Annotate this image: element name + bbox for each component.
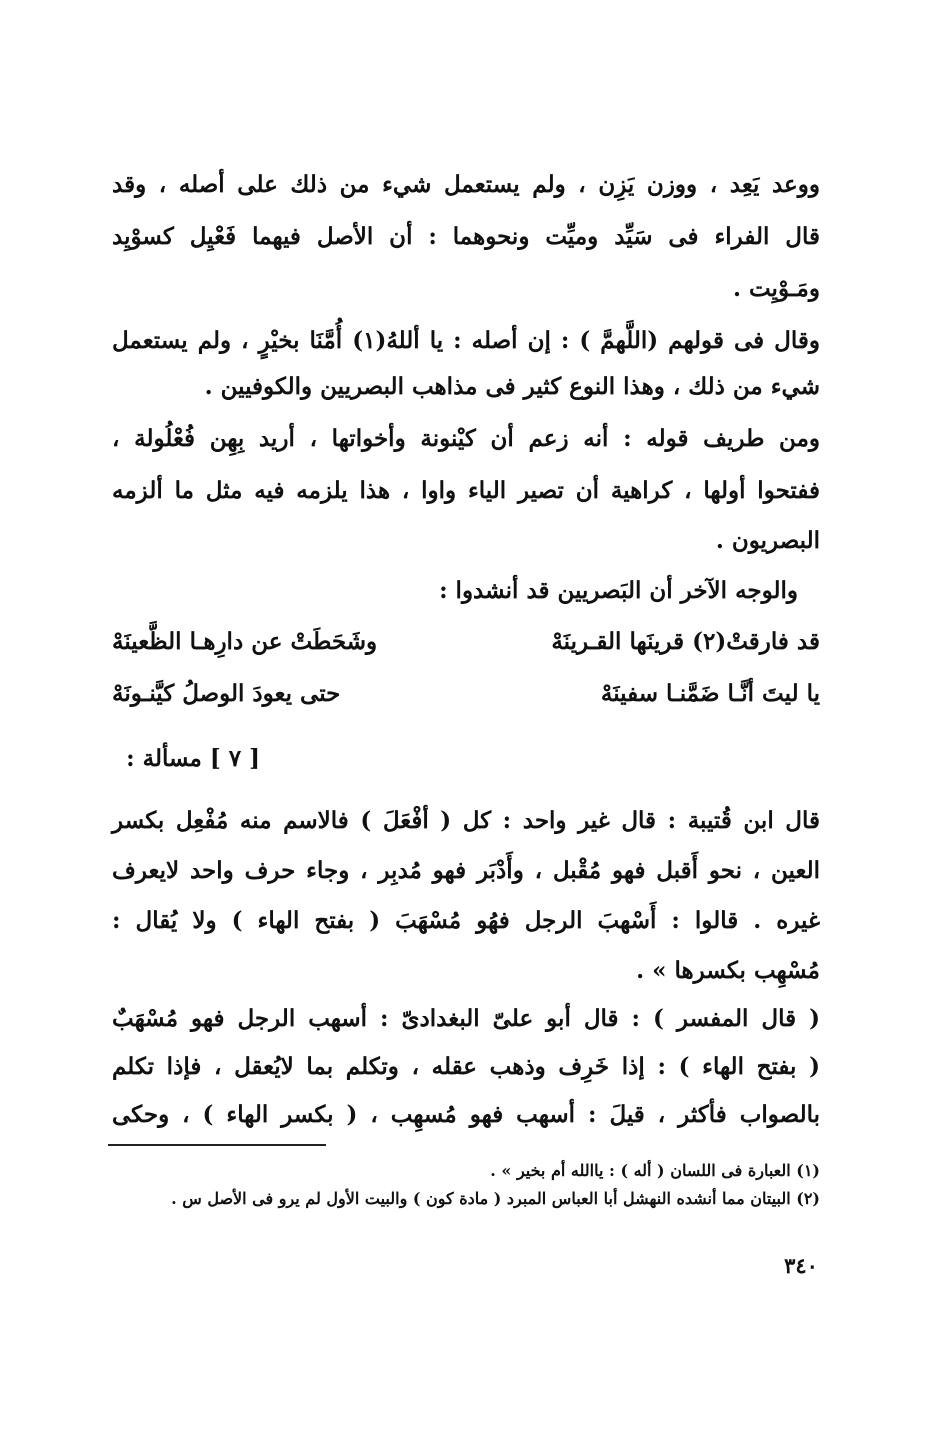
- verse-line: [112, 678, 820, 710]
- verse-hemistich: يا ليتَ أنَّـا ضَمَّنـا سفينَهْ: [600, 680, 820, 707]
- text-line: غيره . قالوا : أَسْهبَ الرجل فهُو مُسْهَبَ ( بفتح الهاء ) ولا يُقال :: [112, 907, 820, 934]
- section-heading: [ ٧ ] مسألة :: [126, 745, 260, 772]
- text-line: ومن طريف قوله : أنه زعم أن كيْنونة وأخواتها ، أريد بِهِن فُعْلُولة ،: [112, 425, 820, 452]
- footnote-separator: [108, 1144, 326, 1146]
- page-number: ٣٤٠: [784, 1253, 818, 1278]
- text-line: ووعد يَعِد ، ووزن يَزِن ، ولم يستعمل شيء من ذلك على أصله ، وقد: [112, 171, 820, 198]
- text-line: بالصواب فأكثر ، قيلَ : أسهب فهو مُسهِب ، ( بكسر الهاء ) ، وحكى: [112, 1101, 820, 1128]
- footnote: (٢) البيتان مما أنشده النهشل أبا العباس المبرد ( مادة كون ) والبيت الأول لم يرو فى الأصل س .: [171, 1189, 820, 1208]
- text-line: مُسْهِب بكسرها » .: [636, 957, 820, 984]
- text-line: البصريون .: [715, 527, 820, 554]
- text-line: ففتحوا أولها ، كراهية أن تصير الياء واوا ، هذا يلزمه فيه مثل ما ألزمه: [112, 477, 820, 504]
- text-line: شيء من ذلك ، وهذا النوع كثير فى مذاهب البصريين والكوفيين .: [204, 373, 820, 400]
- text-line: العين ، نحو أَقبل فهو مُقْبل ، وأَدْبَر فهو مُدبِر ، وجاء حرف واحد لايعرف: [112, 857, 820, 884]
- verse-hemistich: وشَحَطَتْ عن دارِهـا الظَّعينَهْ: [112, 628, 378, 655]
- text-line: ( بفتح الهاء ) : إذا خَرِف وذهب عقله ، وتكلم بما لايُعقل ، فإذا تكلم: [112, 1053, 820, 1080]
- text-line: قال الفراء فى سَيِّد وميِّت ونحوهما : أن الأصل فيهما فَعْيِل كسوْيِد: [112, 223, 820, 250]
- text-line: قال ابن قُتيبة : قال غير واحد : كل ( أفْعَلَ ) فالاسم منه مُفْعِل بكسر: [112, 807, 820, 834]
- text-line: ومَـوْيِت .: [732, 275, 820, 302]
- text-line: وقال فى قولهم (اللَّهمَّ ) : إن أصله : يا أللهُ(١) أُمَّنَا بخيْرٍ ، ولم يستعمل: [112, 327, 820, 354]
- text-line: والوجه الآخر أن البَصريين قد أنشدوا :: [439, 577, 798, 604]
- verse-hemistich: قد فارقتْ(٢) قرينَها القـرينَهْ: [551, 628, 820, 655]
- footnote: (١) العبارة فى اللسان ( أله ) : ياالله أم بخير » .: [490, 1161, 820, 1180]
- verse-line: [112, 626, 820, 658]
- text-line: ( قال المفسر ) : قال أبو علىّ البغدادىّ : أسهب الرجل فهو مُسْهَبٌ: [112, 1005, 820, 1032]
- verse-hemistich: حتى يعودَ الوصلُ كيَّنـونَهْ: [112, 680, 341, 707]
